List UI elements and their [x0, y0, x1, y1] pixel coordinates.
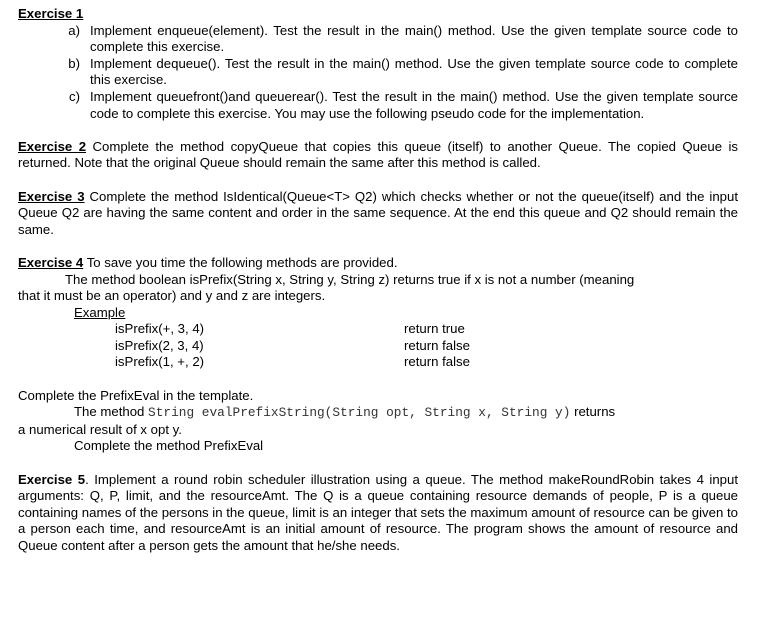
exercise-3-text: Complete the method IsIdentical(Queue<T> Q2) which checks whether or not the queue(itself) and the input Queue Q2 are having the same content and order in the same sequence. At the end this queue and Q2 should remain the same. [18, 188, 739, 237]
example-result: return false [404, 354, 470, 370]
example-call: isPrefix(2, 3, 4) [115, 337, 204, 353]
exercise-2-text: Complete the method copyQueue that copies this queue (itself) to another Queue. The copied Queue is returned. Note that the original Queue should remain the same after this method is called. [18, 138, 738, 171]
item-marker: b) [68, 55, 80, 71]
prefix-eval-task: Complete the method PrefixEval [74, 438, 264, 454]
method-desc-line1: The method boolean isPrefix(String x, String y, String z) returns true if x is not a number (meaning [65, 271, 635, 287]
eval-method-desc [18, 404, 738, 438]
example-row [18, 321, 738, 338]
example-row [18, 338, 738, 355]
example-label: Example [74, 304, 126, 320]
exercise-5-text: . Implement a round robin scheduler illustration using a queue. The method makeRoundRobin takes 4 input arguments: Q, P, limit, and the resourceAmt. The Q is a queue containing resource demands of people, P is a queue containing names of the persons in the queue, limit is an integer that sets the maximum amount of resource can be given to a person each time, and resourceAmt is an initial amount of resource. The program shows the amount of resource and Queue content after a person gets the amount that he/she needs. [18, 471, 738, 553]
exercise-3 [18, 189, 738, 239]
exercise-1-item-a [18, 23, 738, 56]
exercise-1-item-b [18, 56, 738, 89]
item-marker: c) [69, 88, 80, 104]
eval-post: returns [570, 404, 616, 420]
document [18, 6, 738, 555]
item-marker: a) [68, 22, 80, 38]
exercise-2-heading: Exercise 2 [18, 138, 87, 154]
prefix-eval-instruction: Complete the PrefixEval in the template. [18, 387, 254, 403]
method-desc-line2: that it must be an operator) and y and z are integers. [18, 288, 326, 304]
exercise-4-intro [18, 255, 738, 272]
example-call: isPrefix(+, 3, 4) [115, 321, 205, 337]
exercise-3-heading: Exercise 3 [18, 188, 85, 204]
item-text: Implement enqueue(element). Test the result in the main() method. Use the given template source code to complete this exercise. [90, 22, 738, 55]
exercise-2 [18, 139, 738, 172]
example-result: return false [404, 337, 470, 353]
exercise-4-intro-text: To save you time the following methods are provided. [83, 254, 398, 270]
exercise-5-heading: Exercise 5 [18, 471, 86, 487]
example-result: return true [404, 321, 465, 337]
example-row [18, 354, 738, 371]
exercise-5 [18, 472, 738, 555]
item-text: Implement dequeue(). Test the result in the main() method. Use the given template source code to complete this exercise. [90, 55, 738, 88]
eval-code: String evalPrefixString(String opt, String x, String y) [148, 405, 571, 421]
exercise-4-heading: Exercise 4 [18, 254, 84, 270]
eval-rest: a numerical result of x opt y. [18, 421, 182, 437]
exercise-4-method-desc [18, 272, 738, 305]
exercise-1-list [18, 23, 738, 123]
example-call: isPrefix(1, +, 2) [115, 354, 205, 370]
exercise-1-item-c [18, 89, 738, 122]
eval-pre: The method [74, 404, 149, 420]
item-text: Implement queuefront()and queuerear(). Test the result in the main() method. Use the given template source code to complete this exercise. You may use the following pseudo code for the implementation. [90, 88, 738, 121]
exercise-1-heading: Exercise 1 [18, 6, 84, 21]
